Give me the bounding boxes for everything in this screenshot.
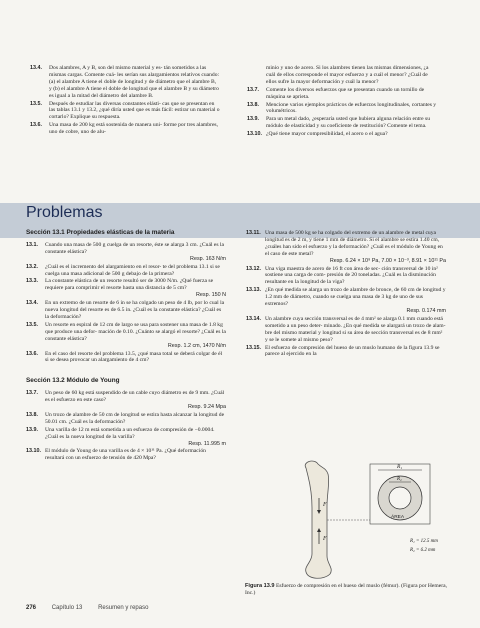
question-item (30, 101, 220, 122)
problem-text: ¿Cuál es el incremento del alargamiento en el resor- te del problema 13.1 si se cuelga una masa adicional de 500 g debajo de la primera? (45, 263, 220, 277)
section-title: Sección 13.2 Módulo de Young (26, 377, 120, 385)
question-item (247, 87, 437, 101)
question-text: Dos alambres, A y B, son del mismo material y es- tán sometidos a las mismas cargas. Comente cuá- les serían sus alargamientos relativos cuando: (a) el alambre A tiene el doble de longitud y de diámetro que el alambre B, y (b) el alambre A tiene el doble de longitud que el alambre B y su diámetro es igual a la mitad del diámetro del alambre B. (49, 65, 220, 99)
question-number: 13.10. (247, 131, 262, 138)
section-label: Resumen y repaso (98, 605, 149, 611)
problem-text: Un alambre cuya sección transversal es de 4 mm² se alarga 0.1 mm cuando está sometido a un peso deter- minado. ¿En qué medida se alargará un trozo de alam- bre del mismo material y longitud si su área de sección transversal es de 8 mm² y se le somete al mismo peso? (265, 315, 446, 343)
question-item (247, 102, 437, 116)
figure-caption-text: Esfuerzo de compresión en el hueso del muslo (fémur). (Figura por Hemera, Inc.) (245, 583, 447, 596)
answer-text: Resp. 9.24 Mpa (187, 404, 226, 411)
problem-number: 13.10. (26, 448, 41, 455)
problem-text: En un extremo de un resorte de 6 in se ha colgado un peso de 4 lb, por lo cual la nueva longitud del resorte es de 6.5 in. ¿Cuál es la constante elástica? ¿Cuál es la deformación? (45, 300, 225, 320)
problem-text: Una viga maestra de acero de 16 ft con área de sec- ción transversal de 10 in² sostiene una carga de com- presión de 20 toneladas. ¿Cuál es la disminución resultante en la longitud de la viga? (265, 265, 438, 286)
problem-number: 13.3. (26, 278, 38, 285)
problem-item (26, 300, 226, 321)
r1-label: R₁ (397, 464, 403, 470)
r2-label: R₂ (397, 477, 402, 482)
question-text: Una masa de 200 kg está sostenida de manera uni- forme por tres alambres, uno de cobre, uno de alu- (49, 122, 218, 136)
problem-item (26, 322, 226, 350)
question-text: Mencione varios ejemplos prácticos de esfuerzos longitudinales, cortantes y volumétricos. (266, 101, 437, 115)
question-text: Después de estudiar las diversas constantes elásti- cas que se presentan en las tablas 13.1 y 13.2, ¿qué diría usted que es más fácil: estirar un material o cortarlo? Explique su respuesta. (49, 100, 220, 121)
answer-text: Resp. 0.174 mm (406, 307, 446, 314)
problem-number: 13.7. (26, 390, 38, 397)
questions-left-column (30, 65, 220, 137)
problem-number: 13.8. (26, 411, 38, 418)
femur-bone-shape (305, 461, 331, 578)
problem-item (26, 448, 226, 462)
problem-number: 13.15. (246, 344, 261, 351)
problem-text: ¿En qué medida se alarga un trozo de alambre de bronce, de 60 cm de longitud y 1.2 mm de diámetro, cuando se cuelga una masa de 3 kg de uno de sus extremos? (265, 287, 446, 308)
question-number: 13.5. (30, 100, 42, 107)
problem-item (246, 287, 446, 315)
problem-item (26, 427, 226, 448)
answer-text: Resp. 163 N/m (190, 255, 226, 262)
problem-text: El módulo de Young de una varilla es de 4 × 10¹¹ Pa. ¿Qué deformación resultará con un esfuerzo de tensión de 420 Mpa? (45, 448, 206, 462)
problem-item (26, 242, 226, 263)
problem-text: Un trozo de alambre de 50 cm de longitud se estira hasta alcanzar la longitud de 50.01 cm. ¿Cuál es la deformación? (45, 411, 225, 425)
figure-caption-label: Figura 13.9 (245, 583, 275, 589)
problem-item (26, 351, 226, 365)
problem-text: Un resorte en espiral de 12 cm de largo se usa para sostener una masa de 1.8 kg que produce una defor- mación de 0.10. ¿Cuánto se alargó el resorte? ¿Cuál es la constante elástica? (45, 321, 226, 342)
problem-text: Un peso de 60 kg está suspendido de un cable cuyo diámetro es de 9 mm. ¿Cuál es el esfuerzo en este caso? (45, 390, 225, 404)
question-number: 13.4. (30, 65, 42, 71)
problem-number: 13.12. (246, 265, 261, 272)
problem-text: La constante elástica de un resorte resultó ser de 3000 N/m. ¿Qué fuerza se requiere para comprimir el resorte hasta una distancia de 5 cm? (45, 278, 214, 292)
force-label-top: F (323, 502, 327, 508)
problems-right-column (246, 230, 446, 359)
problem-text: Una varilla de 12 m está sometida a un esfuerzo de compresión de −0.0004. ¿Cuál es la nueva longitud de la varilla? (45, 426, 215, 440)
problem-number: 13.4. (26, 300, 38, 307)
problems-title: Problemas (26, 204, 103, 221)
problem-number: 13.1. (26, 241, 38, 248)
question-text: ¿Qué tiene mayor compresibilidad, el acero o el agua? (266, 131, 388, 138)
question-item (247, 65, 437, 86)
question-item (247, 116, 437, 130)
chapter-label: Capítulo 13 (51, 605, 83, 611)
problem-number: 13.5. (26, 321, 38, 328)
figure-caption (245, 583, 455, 597)
problem-item (26, 390, 226, 411)
question-number: 13.8. (247, 101, 259, 108)
problem-number: 13.13. (246, 287, 261, 294)
questions-right-column (247, 65, 437, 139)
answer-text: Resp. 1.2 cm, 1470 N/m (167, 342, 226, 349)
problem-item (246, 316, 446, 344)
inner-section-circle (389, 487, 411, 509)
answer-text: Resp. 11.995 m (188, 440, 226, 447)
question-number: 13.9. (247, 116, 259, 123)
question-item (30, 122, 220, 136)
problem-number: 13.11. (246, 230, 261, 236)
question-number: 13.6. (30, 122, 42, 129)
problem-text: El esfuerzo de compresión del hueso de un muslo humano de la figura 13.9 se parece al ejercido en la (265, 344, 440, 358)
problem-text: En el caso del resorte del problema 13.5, ¿qué masa total se deberá colgar de él si se desea provocar un alargamiento de 4 cm? (45, 350, 223, 364)
force-label-bottom: F (323, 536, 327, 542)
problem-item (26, 412, 226, 426)
question-text: Comente los diversos esfuerzos que se presentan cuando un tornillo de máquina se aprieta. (266, 86, 425, 100)
question-item (247, 131, 437, 138)
problem-item (246, 345, 446, 359)
page-number: 276 (26, 605, 37, 611)
problems-left-column (26, 230, 226, 463)
problem-number: 13.14. (246, 315, 261, 322)
question-text: Para un metal dado, ¿esperaría usted que hubiera alguna relación entre su módulo de elasticidad y su coeficiente de restitución? Comente el tema. (266, 116, 431, 130)
problem-text: Una masa de 500 kg se ha colgado del extremo de un alambre de metal cuya longitud es de 2 m, y tiene 1 mm de diámetro. Si el alambre se estira 1.40 cm, ¿cuáles han sido el esfuerzo y la deformación? ¿Cuál es el módulo de Young en el caso de este metal? (265, 230, 443, 257)
page-footer (26, 605, 148, 611)
area-label: ÁREA (391, 515, 405, 520)
problem-number: 13.6. (26, 350, 38, 357)
r1-value: R₁ = 12.5 mm (410, 539, 438, 544)
question-item (30, 65, 220, 100)
question-text: minio y uno de acero. Si los alambres tienen las mismas dimensiones, ¿a cuál de ellos corresponde el mayor esfuerzo y a cuál el menor? ¿Cuál de ellos sufre la mayor deformación y cuál la menor? (266, 65, 429, 85)
problem-item (26, 264, 226, 278)
problem-text: Cuando una masa de 500 g cuelga de un resorte, éste se alarga 3 cm. ¿Cuál es la constante elástica? (45, 241, 224, 255)
problem-number: 13.9. (26, 426, 38, 433)
femur-figure (300, 460, 460, 580)
problem-item (246, 230, 446, 265)
problem-item (26, 278, 226, 299)
problem-number: 13.2. (26, 263, 38, 270)
r2-value: R₂ = 6.2 mm (410, 548, 436, 553)
answer-text: Resp. 150 N (196, 292, 226, 299)
answer-text: Resp. 6.24 × 10⁹ Pa, 7.00 × 10⁻³, 8.91 × 10¹¹ Pa (329, 257, 446, 264)
section-title: Sección 13.1 Propiedades elásticas de la materia (26, 229, 175, 236)
question-number: 13.7. (247, 86, 259, 93)
problem-item (246, 266, 446, 287)
